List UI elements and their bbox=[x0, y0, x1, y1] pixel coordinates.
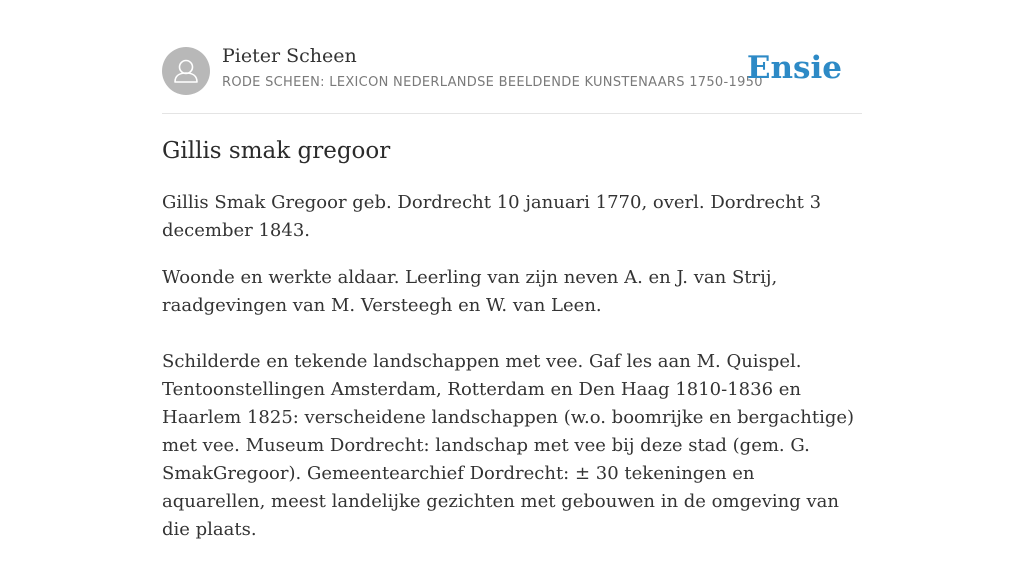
person-outline-icon bbox=[162, 47, 210, 95]
article-paragraph: Woonde en werkte aldaar. Leerling van zijn neven A. en J. van Strij, raadgevingen van M. Versteegh en W. van Leen. bbox=[162, 267, 778, 316]
ensie-logo[interactable]: Ensie bbox=[746, 50, 842, 86]
content-container bbox=[162, 0, 862, 540]
article-header bbox=[162, 0, 862, 114]
article-paragraph: Schilderde en tekende landschappen met vee. Gaf les aan M. Quispel. Tentoonstellingen Amsterdam, Rotterdam en Den Haag 1810-1836 en Haarlem 1825: verscheidene landschappen (w.o. boomrijke en bergachtige) met vee. Museum Dordrecht: landschap met vee bij deze stad (gem. G. SmakGregoor). Gemeentearchief Dordrecht: ± 30 tekeningen en aquarellen, meest landelijke gezichten met gebouwen in de omgeving van die plaats. bbox=[162, 351, 855, 540]
author-name[interactable]: Pieter Scheen bbox=[222, 45, 357, 67]
article-body bbox=[162, 189, 862, 563]
article-title: Gillis smak gregoor bbox=[162, 138, 391, 164]
source-title[interactable]: RODE SCHEEN: LEXICON NEDERLANDSE BEELDENDE KUNSTENAARS 1750-1950 bbox=[222, 75, 763, 90]
user-avatar-icon[interactable] bbox=[162, 47, 210, 95]
article-paragraph: Gillis Smak Gregoor geb. Dordrecht 10 januari 1770, overl. Dordrecht 3 december 1843. bbox=[162, 192, 822, 241]
